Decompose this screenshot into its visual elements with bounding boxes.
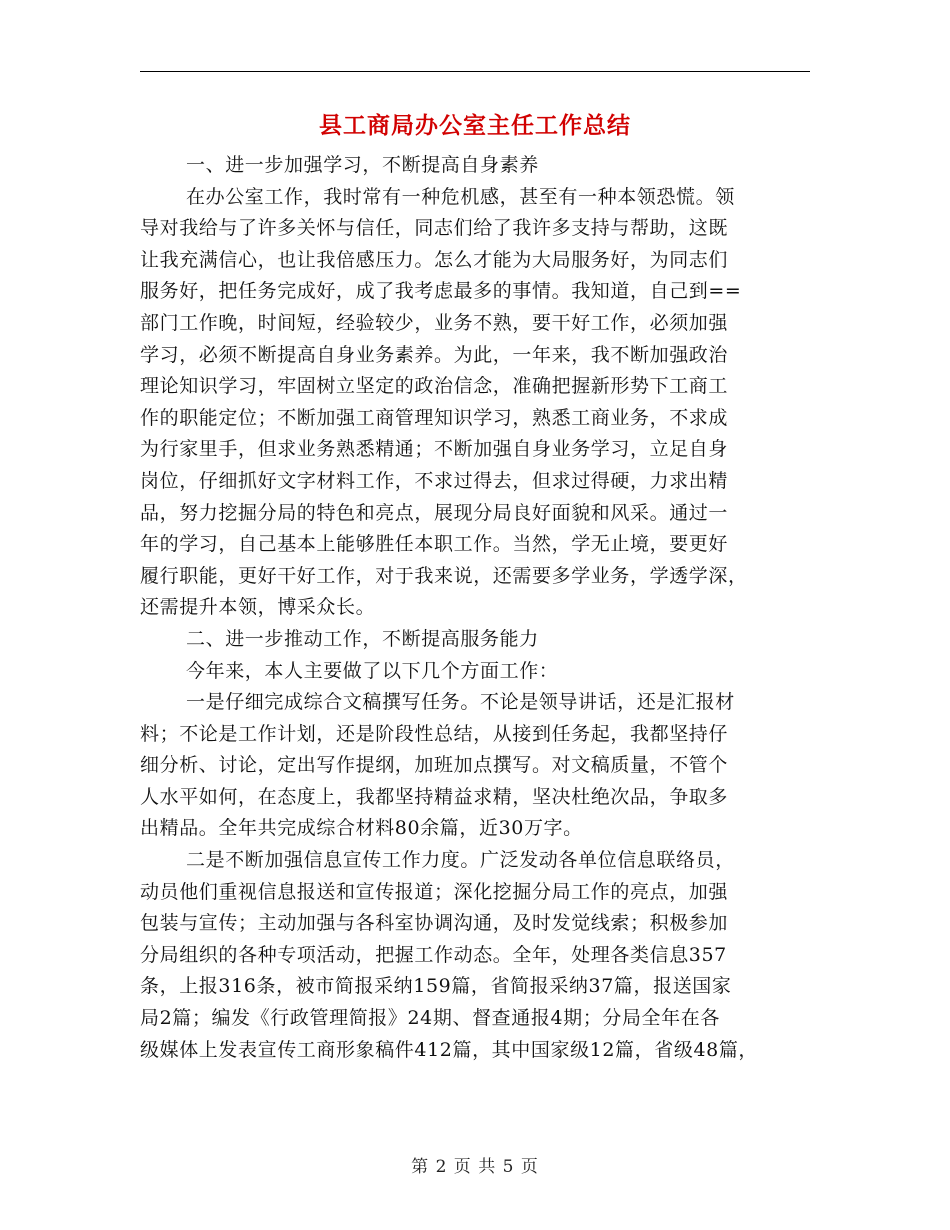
text-line: 一、进一步加强学习，不断提高自身素养 bbox=[186, 154, 539, 176]
document-title: 县工商局办公室主任工作总结 bbox=[319, 112, 631, 139]
text-line: 为行家里手，但求业务熟悉精通；不断加强自身业务学习，立足自身 bbox=[140, 438, 729, 461]
text-line: 让我充满信心，也让我倍感压力。怎么才能为大局服务好，为同志们 bbox=[140, 248, 729, 271]
text-line: 条，上报316条，被市简报采纳159篇，省简报采纳37篇，报送国家 bbox=[140, 975, 732, 998]
text-line: 人水平如何，在态度上，我都坚持精益求精，坚决杜绝次品，争取多 bbox=[140, 785, 729, 808]
text-line: 部门工作晚，时间短，经验较少，业务不熟，要干好工作，必须加强 bbox=[140, 311, 729, 334]
text-line: 动员他们重视信息报送和宣传报道；深化挖掘分局工作的亮点，加强 bbox=[140, 880, 729, 903]
text-line: 包装与宣传；主动加强与各科室协调沟通，及时发觉线索；积极参加 bbox=[140, 912, 729, 935]
text-line: 品，努力挖掘分局的特色和亮点，展现分局良好面貌和风采。通过一 bbox=[140, 501, 729, 524]
text-line: 细分析、讨论，定出写作提纲，加班加点撰写。对文稿质量，不管个 bbox=[140, 754, 729, 777]
text-line: 今年来，本人主要做了以下几个方面工作： bbox=[186, 659, 559, 682]
page-number: 第 2 页 共 5 页 bbox=[411, 1157, 539, 1177]
text-line: 分局组织的各种专项活动，把握工作动态。全年，处理各类信息357 bbox=[140, 943, 727, 966]
text-line: 理论知识学习，牢固树立坚定的政治信念，准确把握新形势下工商工 bbox=[140, 375, 729, 398]
text-line: 料；不论是工作计划，还是阶段性总结，从接到任务起，我都坚持仔 bbox=[140, 722, 729, 745]
text-line: 出精品。全年共完成综合材料80余篇，近30万字。 bbox=[140, 817, 583, 840]
text-line: 学习，必须不断提高自身业务素养。为此，一年来，我不断加强政治 bbox=[140, 343, 729, 366]
header-rule bbox=[140, 71, 810, 72]
text-line: 还需提升本领，博采众长。 bbox=[140, 596, 376, 619]
text-line: 服务好，把任务完成好，成了我考虑最多的事情。我知道，自己到== bbox=[140, 280, 742, 303]
text-line: 一是仔细完成综合文稿撰写任务。不论是领导讲话，还是汇报材 bbox=[186, 691, 735, 714]
text-line: 岗位，仔细抓好文字材料工作，不求过得去，但求过得硬，力求出精 bbox=[140, 469, 729, 492]
text-line: 二、进一步推动工作，不断提高服务能力 bbox=[186, 627, 539, 650]
text-line: 作的职能定位；不断加强工商管理知识学习，熟悉工商业务，不求成 bbox=[140, 406, 729, 429]
text-line: 局2篇；编发《行政管理简报》24期、督查通报4期；分局全年在各 bbox=[140, 1007, 720, 1030]
text-line: 级媒体上发表宣传工商形象稿件412篇，其中国家级12篇，省级48篇， bbox=[140, 1038, 759, 1061]
text-line: 履行职能，更好干好工作，对于我来说，还需要多学业务，学透学深， bbox=[140, 564, 748, 587]
text-line: 年的学习，自己基本上能够胜任本职工作。当然，学无止境，要更好 bbox=[140, 533, 729, 556]
text-line: 导对我给与了许多关怀与信任，同志们给了我许多支持与帮助，这既 bbox=[140, 217, 729, 240]
text-line: 二是不断加强信息宣传工作力度。广泛发动各单位信息联络员， bbox=[186, 849, 735, 872]
document-body bbox=[140, 150, 810, 1066]
text-line: 在办公室工作，我时常有一种危机感，甚至有一种本领恐慌。领 bbox=[186, 185, 735, 208]
